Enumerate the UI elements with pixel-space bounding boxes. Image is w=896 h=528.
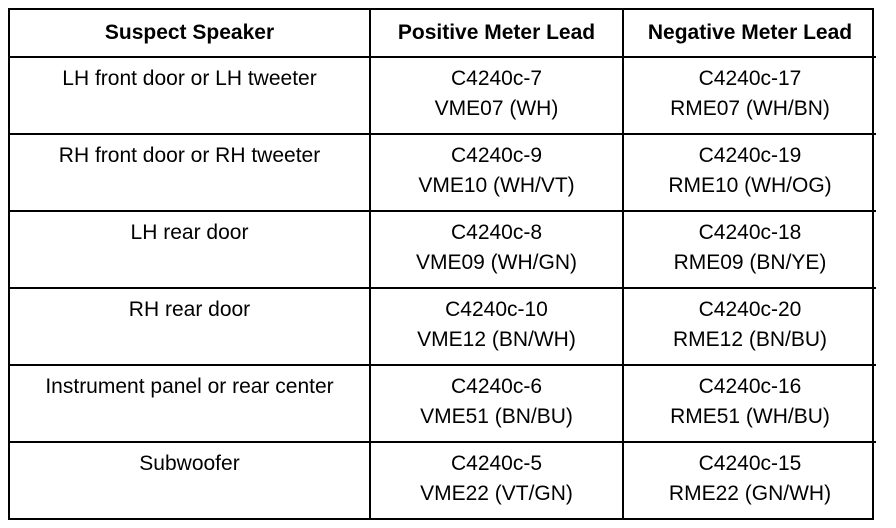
speaker-name: LH front door or LH tweeter <box>62 67 317 90</box>
negative-circuit: RME09 (BN/YE) <box>673 251 827 275</box>
speaker-name: RH rear door <box>128 298 251 322</box>
positive-lead-cell <box>370 365 623 442</box>
negative-lead-cell <box>623 134 876 211</box>
negative-lead-cell <box>623 211 876 288</box>
table-row <box>10 442 876 518</box>
speaker-cell <box>10 365 370 442</box>
positive-circuit: VME10 (WH/VT) <box>418 174 575 198</box>
negative-pin: C4240c-20 <box>698 298 802 322</box>
positive-pin: C4240c-8 <box>450 221 543 245</box>
header-positive-meter-lead: Positive Meter Lead <box>370 10 623 57</box>
negative-pin: C4240c-19 <box>698 144 802 168</box>
speaker-cell <box>10 134 370 211</box>
negative-circuit: RME07 (WH/BN) <box>670 97 830 120</box>
negative-pin: C4240c-15 <box>698 452 802 476</box>
speaker-cell <box>10 57 370 134</box>
negative-lead-cell <box>623 288 876 365</box>
table-row <box>10 134 876 211</box>
negative-circuit: RME12 (BN/BU) <box>672 328 828 352</box>
negative-pin: C4240c-16 <box>698 375 802 399</box>
positive-pin: C4240c-7 <box>450 67 543 90</box>
positive-lead-cell <box>370 57 623 134</box>
table-row <box>10 211 876 288</box>
negative-circuit: RME51 (WH/BU) <box>670 405 830 429</box>
positive-pin: C4240c-5 <box>450 452 543 476</box>
speaker-name: Subwoofer <box>139 452 240 476</box>
negative-pin: C4240c-18 <box>698 221 802 245</box>
speaker-test-table <box>8 8 874 520</box>
positive-circuit: VME07 (WH) <box>434 97 559 120</box>
speaker-cell <box>10 288 370 365</box>
table-row <box>10 288 876 365</box>
header-negative-meter-lead: Negative Meter Lead <box>623 10 876 57</box>
header-suspect-speaker: Suspect Speaker <box>10 10 370 57</box>
speaker-name: Instrument panel or rear center <box>45 375 334 399</box>
positive-circuit: VME12 (BN/WH) <box>417 328 576 352</box>
positive-circuit: VME09 (WH/GN) <box>415 251 577 275</box>
negative-lead-cell <box>623 365 876 442</box>
table <box>10 10 876 518</box>
header-row <box>10 10 876 57</box>
positive-circuit: VME51 (BN/BU) <box>420 405 573 429</box>
table-row <box>10 57 876 134</box>
positive-lead-cell <box>370 134 623 211</box>
positive-lead-cell <box>370 442 623 518</box>
negative-pin: C4240c-17 <box>698 67 802 90</box>
positive-pin: C4240c-10 <box>445 298 548 322</box>
positive-pin: C4240c-6 <box>450 375 543 399</box>
negative-lead-cell <box>623 442 876 518</box>
table-row <box>10 365 876 442</box>
negative-circuit: RME10 (WH/OG) <box>668 174 832 198</box>
positive-lead-cell <box>370 211 623 288</box>
positive-pin: C4240c-9 <box>450 144 543 168</box>
positive-circuit: VME22 (VT/GN) <box>420 482 573 506</box>
speaker-cell <box>10 211 370 288</box>
speaker-name: RH front door or RH tweeter <box>58 144 321 168</box>
speaker-name: LH rear door <box>130 221 249 245</box>
negative-circuit: RME22 (GN/WH) <box>668 482 832 506</box>
positive-lead-cell <box>370 288 623 365</box>
speaker-cell <box>10 442 370 518</box>
negative-lead-cell <box>623 57 876 134</box>
